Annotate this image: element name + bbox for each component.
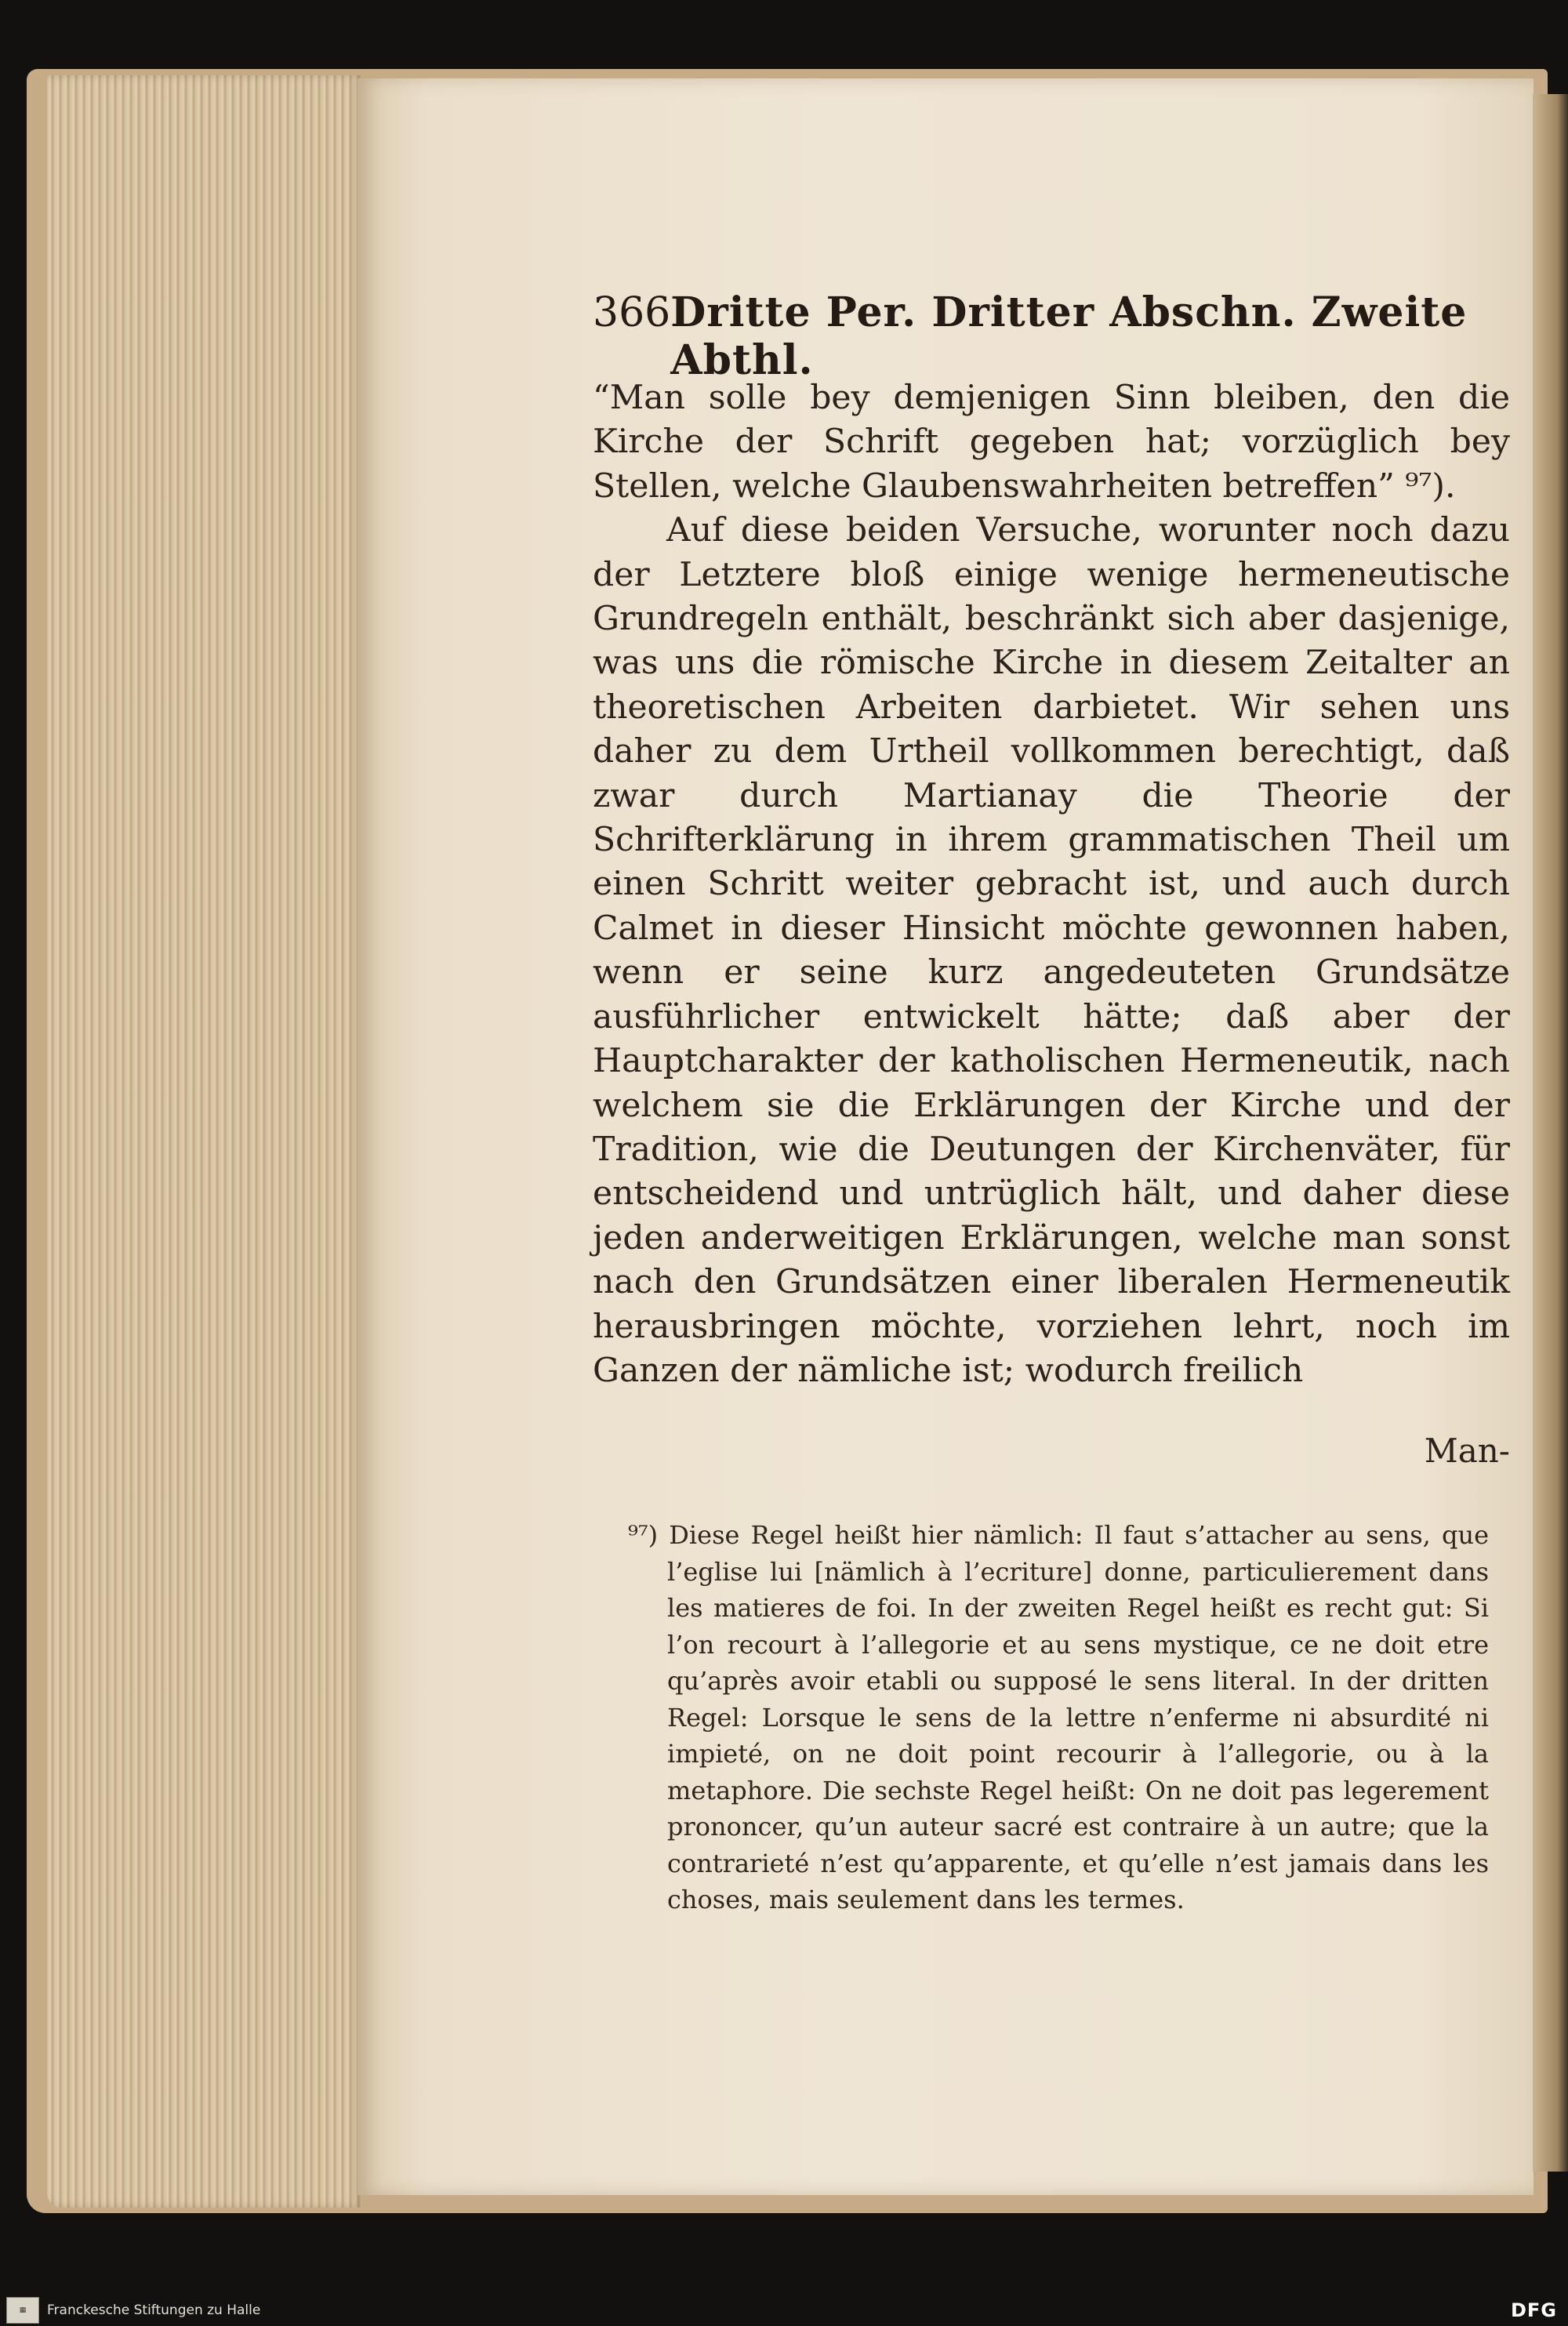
body-paragraph: Auf diese beiden Versuche, worunter noch dazu der Letztere bloß einige wenige hermeneutische Grundregeln enthält, beschränkt sich aber dasjenige, was uns die römische Kirche in diesem Zeitalter an theoretischen Arbeiten darbietet. Wir sehen uns daher zu dem Urtheil vollkommen berechtigt, daß zwar durch Martianay die Theorie der Schrifterklärung in ihrem grammatischen Theil um einen Schritt weiter gebracht ist, und auch durch Calmet in dieser Hinsicht möchte gewonnen haben, wenn er seine kurz angedeuteten Grundsätze ausführlicher entwickelt hätte; daß aber der Hauptcharakter der katholischen Hermeneutik, nach welchem sie die Erklärungen der Kirche und der Tradition, wie die Deutungen der Kirchenväter, für entscheidend und untrüglich hält, und daher diese jeden anderweitigen Erklärungen, welche man sonst nach den Grundsätzen einer liberalen Hermeneutik herausbringen möchte, vorziehen lehrt, noch im Ganzen der nämliche ist; wodurch freilich bbox=[593, 511, 1510, 1390]
provider-credit[interactable] bbox=[0, 2297, 260, 2324]
running-header bbox=[593, 288, 1510, 384]
book-page bbox=[358, 78, 1534, 2195]
footnote-text: ⁹⁷) Diese Regel heißt hier nämlich: Il faut s’attacher au sens, que l’eglise lui [nämlich à l’ecriture] donne, particulierement dans les matieres de foi. In der zweiten Regel heißt es recht gut: Si l’on recourt à l’allegorie et au sens mystique, ce ne doit etre qu’après avoir etabli ou supposé le sens literal. In der dritten Regel: Lorsque le sens de la lettre n’enferme ni absurdité ni impieté, on ne doit point recourir à l’allegorie, ou à la metaphore. Die sechste Regel heißt: On ne doit pas legerement prononcer, qu’un auteur sacré est contraire à un autre; que la contrarieté n’est qu’apparente, et qu’elle n’est jamais dans les choses, mais seulement dans les termes. bbox=[628, 1520, 1489, 1914]
page-gutter-shadow bbox=[1533, 94, 1568, 2172]
page-edges bbox=[47, 75, 361, 2208]
page-number: 366 bbox=[593, 289, 671, 336]
footnote bbox=[628, 1517, 1489, 1918]
provider-name: Franckesche Stiftungen zu Halle bbox=[47, 2302, 261, 2318]
running-head-title: Dritte Per. Dritter Abschn. Zweite Abthl. bbox=[670, 288, 1468, 384]
catchword: Man- bbox=[1424, 1432, 1510, 1470]
institution-logo-icon: ▦ bbox=[6, 2297, 39, 2324]
main-text bbox=[593, 376, 1510, 1393]
dfg-logo[interactable]: DFG bbox=[1510, 2299, 1557, 2321]
viewer-footer bbox=[0, 2294, 1568, 2326]
body-paragraph-quote: “Man solle bey demjenigen Sinn bleiben, den die Kirche der Schrift gegeben hat; vorzüglich bey Stellen, welche Glaubenswahrheiten betreffen” ⁹⁷). bbox=[593, 379, 1510, 506]
